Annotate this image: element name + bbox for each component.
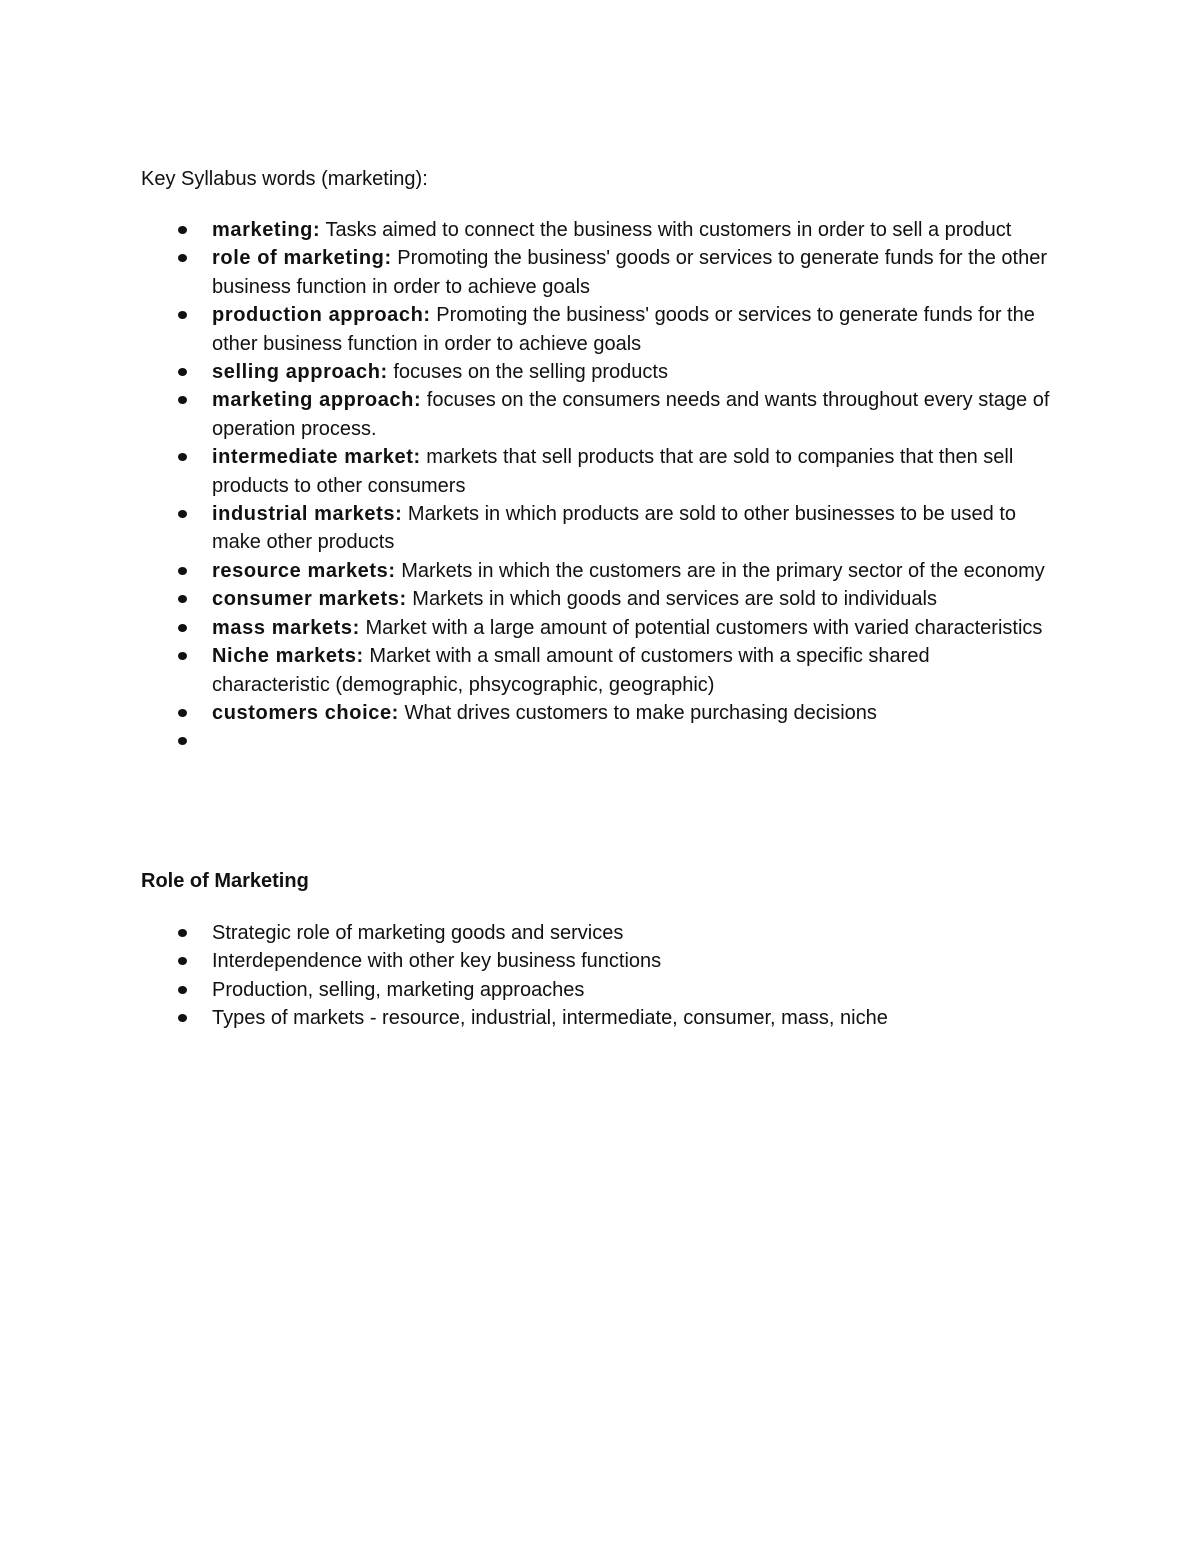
bullet-icon	[178, 1014, 187, 1022]
section-title: Role of Marketing	[141, 870, 309, 892]
topic-text: Production, selling, marketing approaches	[212, 978, 585, 1001]
definition-term: consumer markets:	[212, 588, 407, 611]
definition-text: focuses on the selling products	[387, 361, 668, 384]
topic-text: Interdependence with other key business functions	[212, 950, 662, 973]
definition-text: Market with a large amount of potential customers with varied characteristics	[359, 616, 1043, 639]
definition-text: Markets in which goods and services are sold to individuals	[406, 588, 937, 611]
bullet-icon	[178, 510, 187, 518]
bullet-icon	[178, 957, 187, 965]
definition-text: Market with a small amount of customers with a specific shared characteristic (demographic, phsycographic, geographic)	[212, 645, 930, 696]
bullet-icon	[178, 254, 187, 262]
bullet-icon	[178, 396, 187, 404]
topic-text: Strategic role of marketing goods and services	[212, 922, 624, 944]
definition-term: resource markets:	[212, 559, 396, 582]
list-item	[0, 976, 1052, 1004]
bullet-icon	[178, 986, 187, 994]
definition-text: Promoting the business' goods or services to generate funds for the other business function in order to achieve goals	[212, 247, 1048, 298]
list-item	[0, 500, 1052, 557]
list-item	[0, 443, 1052, 500]
definition-term: role of marketing:	[212, 247, 392, 270]
definition-term: marketing:	[212, 219, 321, 241]
definitions-list	[0, 216, 1200, 764]
topics-list	[0, 919, 1200, 1033]
list-item	[0, 216, 1052, 244]
list-item	[0, 947, 1052, 975]
bullet-icon	[178, 709, 187, 717]
bullet-icon	[178, 929, 187, 937]
list-item	[0, 358, 1052, 386]
bullet-icon	[178, 311, 187, 319]
empty-list-item	[0, 727, 1052, 764]
definition-text: Promoting the business' goods or services to generate funds for the other business function in order to achieve goals	[212, 304, 1035, 355]
list-item	[0, 699, 1052, 727]
list-item	[0, 919, 1052, 947]
list-item	[0, 386, 1052, 443]
definition-text: focuses on the consumers needs and wants throughout every stage of operation process.	[212, 389, 1050, 440]
list-item	[0, 301, 1052, 358]
bullet-icon	[178, 737, 187, 745]
intro-heading: Key Syllabus words (marketing):	[141, 168, 428, 190]
definition-term: customers choice:	[212, 701, 399, 724]
definition-text: What drives customers to make purchasing decisions	[398, 701, 877, 724]
bullet-icon	[178, 595, 187, 603]
list-item	[0, 642, 1052, 699]
bullet-icon	[178, 567, 187, 575]
definition-term: Niche markets:	[212, 645, 364, 668]
list-item	[0, 557, 1052, 585]
list-item	[0, 614, 1052, 642]
definition-text: Markets in which the customers are in the primary sector of the economy	[395, 559, 1045, 582]
definition-term: production approach:	[212, 304, 431, 327]
list-item	[0, 585, 1052, 613]
definition-term: industrial markets:	[212, 503, 403, 526]
definition-text: Tasks aimed to connect the business with customers in order to sell a product	[320, 219, 1012, 241]
list-item	[0, 244, 1052, 301]
bullet-icon	[178, 453, 187, 461]
topic-text: Types of markets - resource, industrial, intermediate, consumer, mass, niche	[212, 1007, 888, 1030]
definition-text: markets that sell products that are sold to companies that then sell products to other consumers	[212, 446, 1014, 497]
definition-term: intermediate market:	[212, 446, 421, 469]
bullet-icon	[178, 652, 187, 660]
definition-term: selling approach:	[212, 361, 388, 384]
bullet-icon	[178, 368, 187, 376]
definition-term: mass markets:	[212, 616, 360, 639]
definition-term: marketing approach:	[212, 389, 422, 412]
definition-text: Markets in which products are sold to other businesses to be used to make other products	[212, 503, 1017, 554]
list-item	[0, 1004, 1052, 1032]
bullet-icon	[178, 624, 187, 632]
bullet-icon	[178, 226, 187, 234]
